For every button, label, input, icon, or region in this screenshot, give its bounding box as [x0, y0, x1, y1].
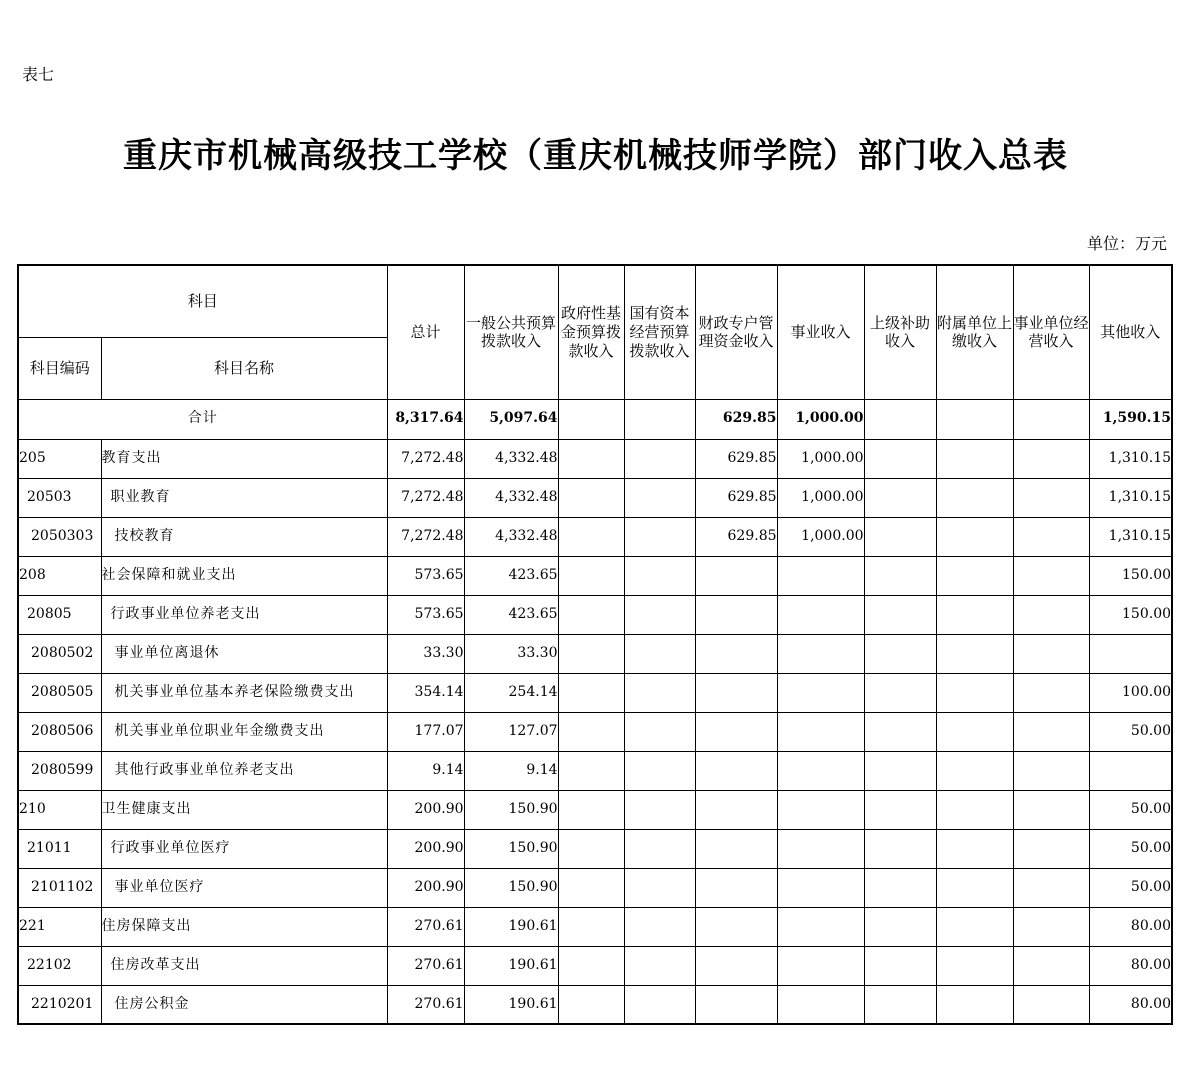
fiscal-special-cell: 629.85 [695, 517, 777, 556]
table-row [18, 439, 1172, 478]
total-cell: 270.61 [387, 946, 464, 985]
total-cell: 9.14 [387, 751, 464, 790]
fiscal-special-cell [695, 712, 777, 751]
business-operation-cell [1013, 868, 1089, 907]
other-cell [1089, 634, 1172, 673]
affiliated-cell [936, 478, 1013, 517]
table-header [18, 265, 1172, 399]
business-cell [777, 829, 864, 868]
total-cell: 200.90 [387, 790, 464, 829]
fiscal-special-cell: 629.85 [695, 478, 777, 517]
table-row [18, 946, 1172, 985]
total-cell-general-public: 5,097.64 [464, 399, 558, 439]
affiliated-cell [936, 712, 1013, 751]
subject-code-cell: 2050303 [18, 517, 101, 556]
subject-name-cell: 技校教育 [101, 517, 387, 556]
business-cell [777, 634, 864, 673]
state-capital-cell [624, 946, 695, 985]
business-cell [777, 868, 864, 907]
superior-subsidy-cell [864, 946, 936, 985]
table-row [18, 673, 1172, 712]
gov-fund-cell [558, 478, 624, 517]
subject-code-cell: 20805 [18, 595, 101, 634]
header-gov-fund: 政府性基金预算拨款收入 [558, 265, 624, 399]
general-public-cell: 4,332.48 [464, 517, 558, 556]
business-cell: 1,000.00 [777, 517, 864, 556]
general-public-cell: 423.65 [464, 595, 558, 634]
superior-subsidy-cell [864, 439, 936, 478]
subject-name-cell: 其他行政事业单位养老支出 [101, 751, 387, 790]
general-public-cell: 423.65 [464, 556, 558, 595]
unit-label: 单位：万元 [1086, 234, 1167, 253]
affiliated-cell [936, 556, 1013, 595]
fiscal-special-cell [695, 634, 777, 673]
gov-fund-cell [558, 556, 624, 595]
business-operation-cell [1013, 517, 1089, 556]
fiscal-special-cell [695, 829, 777, 868]
header-general-public: 一般公共预算拨款收入 [464, 265, 558, 399]
total-cell: 270.61 [387, 985, 464, 1024]
table-row [18, 829, 1172, 868]
fiscal-special-cell: 629.85 [695, 439, 777, 478]
business-cell [777, 790, 864, 829]
total-cell: 7,272.48 [387, 478, 464, 517]
business-cell [777, 673, 864, 712]
table-row [18, 790, 1172, 829]
total-cell: 200.90 [387, 829, 464, 868]
table-row [18, 595, 1172, 634]
fiscal-special-cell [695, 556, 777, 595]
total-cell: 200.90 [387, 868, 464, 907]
subject-name-cell: 住房改革支出 [101, 946, 387, 985]
table-row [18, 634, 1172, 673]
superior-subsidy-cell [864, 907, 936, 946]
superior-subsidy-cell [864, 868, 936, 907]
gov-fund-cell [558, 829, 624, 868]
superior-subsidy-cell [864, 595, 936, 634]
state-capital-cell [624, 478, 695, 517]
table-row [18, 712, 1172, 751]
business-operation-cell [1013, 907, 1089, 946]
superior-subsidy-cell [864, 829, 936, 868]
subject-code-cell: 221 [18, 907, 101, 946]
affiliated-cell [936, 634, 1013, 673]
header-subject: 科目 [18, 265, 387, 337]
affiliated-cell [936, 673, 1013, 712]
total-cell: 33.30 [387, 634, 464, 673]
business-cell [777, 751, 864, 790]
business-operation-cell [1013, 439, 1089, 478]
other-cell: 80.00 [1089, 946, 1172, 985]
gov-fund-cell [558, 751, 624, 790]
general-public-cell: 150.90 [464, 868, 558, 907]
total-cell-other: 1,590.15 [1089, 399, 1172, 439]
subject-code-cell: 2210201 [18, 985, 101, 1024]
subject-code-cell: 2080505 [18, 673, 101, 712]
business-operation-cell [1013, 829, 1089, 868]
header-business-operation: 事业单位经营收入 [1013, 265, 1089, 399]
total-cell-superior-subsidy [864, 399, 936, 439]
subject-name-cell: 事业单位离退休 [101, 634, 387, 673]
other-cell: 80.00 [1089, 907, 1172, 946]
general-public-cell: 190.61 [464, 985, 558, 1024]
subject-code-cell: 210 [18, 790, 101, 829]
gov-fund-cell [558, 946, 624, 985]
gov-fund-cell [558, 439, 624, 478]
general-public-cell: 190.61 [464, 907, 558, 946]
gov-fund-cell [558, 907, 624, 946]
subject-code-cell: 2101102 [18, 868, 101, 907]
total-cell: 573.65 [387, 595, 464, 634]
state-capital-cell [624, 790, 695, 829]
total-cell-gov-fund [558, 399, 624, 439]
business-operation-cell [1013, 556, 1089, 595]
table-row [18, 517, 1172, 556]
other-cell: 50.00 [1089, 712, 1172, 751]
subject-code-cell: 2080502 [18, 634, 101, 673]
affiliated-cell [936, 985, 1013, 1024]
gov-fund-cell [558, 673, 624, 712]
superior-subsidy-cell [864, 517, 936, 556]
table-row [18, 907, 1172, 946]
general-public-cell: 33.30 [464, 634, 558, 673]
subject-name-cell: 社会保障和就业支出 [101, 556, 387, 595]
header-state-capital: 国有资本经营预算拨款收入 [624, 265, 695, 399]
document-title: 重庆市机械高级技工学校（重庆机械技师学院）部门收入总表 [123, 136, 1068, 176]
business-operation-cell [1013, 946, 1089, 985]
total-label: 合计 [18, 399, 387, 439]
total-cell: 354.14 [387, 673, 464, 712]
state-capital-cell [624, 517, 695, 556]
gov-fund-cell [558, 790, 624, 829]
table-row [18, 556, 1172, 595]
fiscal-special-cell [695, 985, 777, 1024]
business-cell [777, 595, 864, 634]
gov-fund-cell [558, 595, 624, 634]
fiscal-special-cell [695, 673, 777, 712]
affiliated-cell [936, 595, 1013, 634]
fiscal-special-cell [695, 907, 777, 946]
other-cell: 80.00 [1089, 985, 1172, 1024]
subject-code-cell: 205 [18, 439, 101, 478]
other-cell: 50.00 [1089, 868, 1172, 907]
business-operation-cell [1013, 985, 1089, 1024]
total-cell: 7,272.48 [387, 439, 464, 478]
header-business: 事业收入 [777, 265, 864, 399]
header-affiliated: 附属单位上缴收入 [936, 265, 1013, 399]
superior-subsidy-cell [864, 751, 936, 790]
other-cell: 50.00 [1089, 829, 1172, 868]
superior-subsidy-cell [864, 985, 936, 1024]
general-public-cell: 150.90 [464, 790, 558, 829]
business-cell [777, 556, 864, 595]
business-cell [777, 946, 864, 985]
superior-subsidy-cell [864, 673, 936, 712]
state-capital-cell [624, 829, 695, 868]
gov-fund-cell [558, 634, 624, 673]
total-cell-affiliated [936, 399, 1013, 439]
business-cell [777, 985, 864, 1024]
general-public-cell: 150.90 [464, 829, 558, 868]
subject-code-cell: 2080506 [18, 712, 101, 751]
other-cell: 150.00 [1089, 556, 1172, 595]
fiscal-special-cell [695, 751, 777, 790]
table-number-label: 表七 [22, 65, 55, 84]
gov-fund-cell [558, 517, 624, 556]
total-cell-total: 8,317.64 [387, 399, 464, 439]
total-cell: 270.61 [387, 907, 464, 946]
total-cell-business-operation [1013, 399, 1089, 439]
subject-code-cell: 20503 [18, 478, 101, 517]
income-summary-table [17, 264, 1173, 1025]
general-public-cell: 254.14 [464, 673, 558, 712]
affiliated-cell [936, 907, 1013, 946]
table-row [18, 985, 1172, 1024]
state-capital-cell [624, 868, 695, 907]
total-cell-fiscal-special: 629.85 [695, 399, 777, 439]
affiliated-cell [936, 439, 1013, 478]
business-operation-cell [1013, 790, 1089, 829]
table-row [18, 478, 1172, 517]
affiliated-cell [936, 790, 1013, 829]
business-operation-cell [1013, 634, 1089, 673]
state-capital-cell [624, 673, 695, 712]
affiliated-cell [936, 751, 1013, 790]
business-cell [777, 907, 864, 946]
superior-subsidy-cell [864, 478, 936, 517]
state-capital-cell [624, 634, 695, 673]
superior-subsidy-cell [864, 790, 936, 829]
total-cell: 7,272.48 [387, 517, 464, 556]
total-cell-state-capital [624, 399, 695, 439]
gov-fund-cell [558, 712, 624, 751]
gov-fund-cell [558, 868, 624, 907]
business-cell: 1,000.00 [777, 478, 864, 517]
general-public-cell: 127.07 [464, 712, 558, 751]
total-row [18, 399, 1172, 439]
state-capital-cell [624, 751, 695, 790]
affiliated-cell [936, 868, 1013, 907]
affiliated-cell [936, 946, 1013, 985]
subject-name-cell: 机关事业单位职业年金缴费支出 [101, 712, 387, 751]
business-operation-cell [1013, 673, 1089, 712]
state-capital-cell [624, 556, 695, 595]
business-operation-cell [1013, 751, 1089, 790]
business-operation-cell [1013, 595, 1089, 634]
gov-fund-cell [558, 985, 624, 1024]
general-public-cell: 4,332.48 [464, 478, 558, 517]
general-public-cell: 190.61 [464, 946, 558, 985]
other-cell: 1,310.15 [1089, 439, 1172, 478]
header-superior-subsidy: 上级补助收入 [864, 265, 936, 399]
subject-name-cell: 卫生健康支出 [101, 790, 387, 829]
table-body [18, 399, 1172, 1024]
general-public-cell: 9.14 [464, 751, 558, 790]
subject-name-cell: 住房保障支出 [101, 907, 387, 946]
other-cell: 100.00 [1089, 673, 1172, 712]
other-cell: 1,310.15 [1089, 478, 1172, 517]
state-capital-cell [624, 907, 695, 946]
subject-name-cell: 机关事业单位基本养老保险缴费支出 [101, 673, 387, 712]
table-row [18, 751, 1172, 790]
header-subject-code: 科目编码 [18, 337, 101, 399]
total-cell-business: 1,000.00 [777, 399, 864, 439]
fiscal-special-cell [695, 868, 777, 907]
subject-name-cell: 行政事业单位养老支出 [101, 595, 387, 634]
other-cell [1089, 751, 1172, 790]
affiliated-cell [936, 829, 1013, 868]
superior-subsidy-cell [864, 634, 936, 673]
business-operation-cell [1013, 712, 1089, 751]
general-public-cell: 4,332.48 [464, 439, 558, 478]
superior-subsidy-cell [864, 712, 936, 751]
subject-code-cell: 208 [18, 556, 101, 595]
business-operation-cell [1013, 478, 1089, 517]
subject-code-cell: 2080599 [18, 751, 101, 790]
subject-code-cell: 22102 [18, 946, 101, 985]
subject-name-cell: 职业教育 [101, 478, 387, 517]
business-cell: 1,000.00 [777, 439, 864, 478]
header-fiscal-special: 财政专户管理资金收入 [695, 265, 777, 399]
table-row [18, 868, 1172, 907]
fiscal-special-cell [695, 790, 777, 829]
subject-name-cell: 教育支出 [101, 439, 387, 478]
subject-name-cell: 住房公积金 [101, 985, 387, 1024]
header-total: 总计 [387, 265, 464, 399]
fiscal-special-cell [695, 595, 777, 634]
subject-code-cell: 21011 [18, 829, 101, 868]
header-other: 其他收入 [1089, 265, 1172, 399]
superior-subsidy-cell [864, 556, 936, 595]
state-capital-cell [624, 595, 695, 634]
state-capital-cell [624, 985, 695, 1024]
subject-name-cell: 行政事业单位医疗 [101, 829, 387, 868]
total-cell: 177.07 [387, 712, 464, 751]
subject-name-cell: 事业单位医疗 [101, 868, 387, 907]
total-cell: 573.65 [387, 556, 464, 595]
business-cell [777, 712, 864, 751]
header-subject-name: 科目名称 [101, 337, 387, 399]
other-cell: 1,310.15 [1089, 517, 1172, 556]
other-cell: 50.00 [1089, 790, 1172, 829]
fiscal-special-cell [695, 946, 777, 985]
state-capital-cell [624, 439, 695, 478]
affiliated-cell [936, 517, 1013, 556]
state-capital-cell [624, 712, 695, 751]
other-cell: 150.00 [1089, 595, 1172, 634]
